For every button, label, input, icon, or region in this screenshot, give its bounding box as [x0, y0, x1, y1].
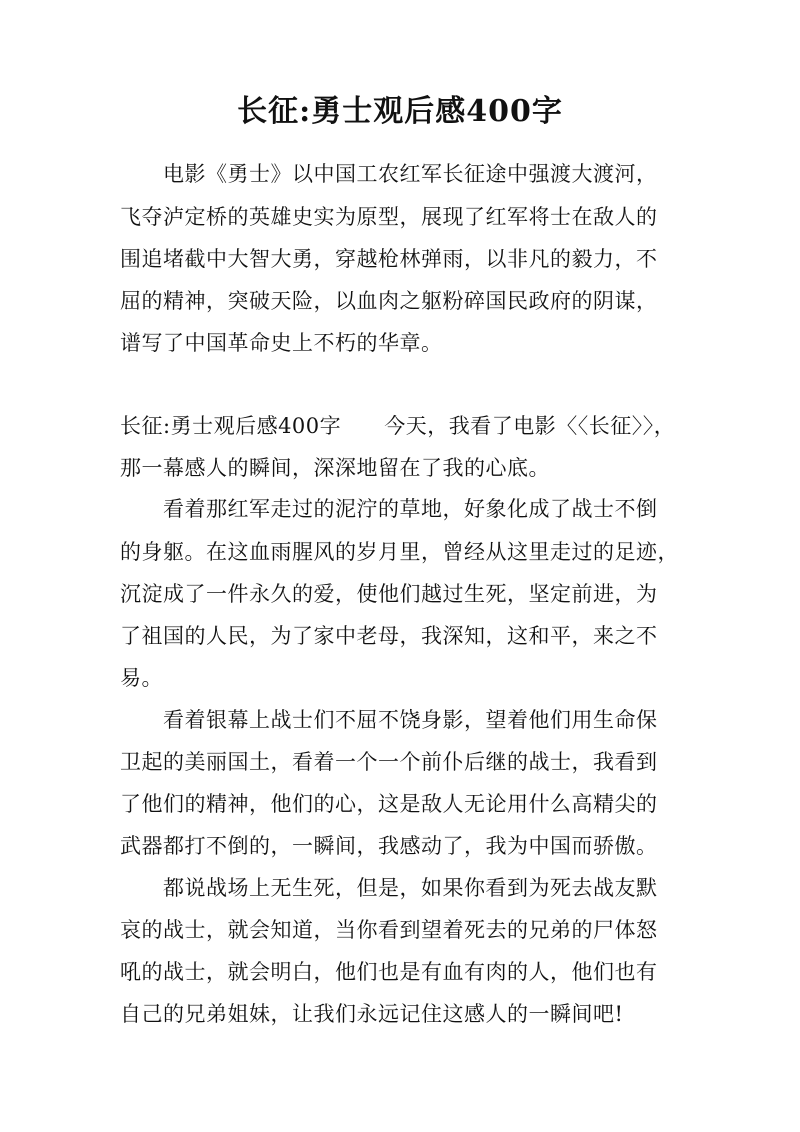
- paragraph-line: 谱写了中国革命史上不朽的华章。: [120, 331, 443, 355]
- paragraph-line: 了他们的精神，他们的心，这是敌人无论用什么高精尖的: [120, 792, 658, 816]
- paragraph-line: 长征:勇士观后感400字 今天，我看了电影〈〈长征〉〉，: [120, 414, 676, 438]
- paragraph-line: 了祖国的人民，为了家中老母，我深知，这和平，来之不: [120, 624, 658, 648]
- paragraph-line: 看着银幕上战士们不屈不饶身影，望着他们用生命保: [163, 708, 658, 732]
- paragraph-line: 那一幕感人的瞬间，深深地留在了我的心底。: [120, 456, 550, 480]
- paragraph-line: 屈的精神，突破天险，以血肉之躯粉碎国民政府的阴谋，: [120, 289, 658, 313]
- paragraph-line: 武器都打不倒的，一瞬间，我感动了，我为中国而骄傲。: [120, 834, 658, 858]
- paragraph-line: 易。: [120, 666, 163, 690]
- paragraph-line: 哀的战士，就会知道，当你看到望着死去的兄弟的尸体怒: [120, 918, 658, 942]
- paragraph-line: 吼的战士，就会明白，他们也是有血有肉的人，他们也有: [120, 960, 658, 984]
- paragraph-line: 看着那红军走过的泥泞的草地，好象化成了战士不倒: [163, 497, 658, 521]
- paragraph-line: 沉淀成了一件永久的爱，使他们越过生死，坚定前进，为: [120, 582, 658, 606]
- paragraph-line: 电影《勇士》以中国工农红军长征途中强渡大渡河，: [163, 162, 658, 186]
- paragraph-line: 都说战场上无生死，但是，如果你看到为死去战友默: [163, 876, 658, 900]
- paragraph-line: 的身躯。在这血雨腥风的岁月里，曾经从这里走过的足迹，: [120, 540, 679, 564]
- paragraph-line: 飞夺泸定桥的英雄史实为原型，展现了红军将士在敌人的: [120, 205, 658, 229]
- paragraph-line: 自己的兄弟姐妹，让我们永远记住这感人的一瞬间吧!: [120, 1002, 624, 1026]
- paragraph-line: 围追堵截中大智大勇，穿越枪林弹雨，以非凡的毅力，不: [120, 247, 658, 271]
- page-title: 长征:勇士观后感400字: [237, 94, 563, 129]
- paragraph-line: 卫起的美丽国土，看着一个一个前仆后继的战士，我看到: [120, 750, 658, 774]
